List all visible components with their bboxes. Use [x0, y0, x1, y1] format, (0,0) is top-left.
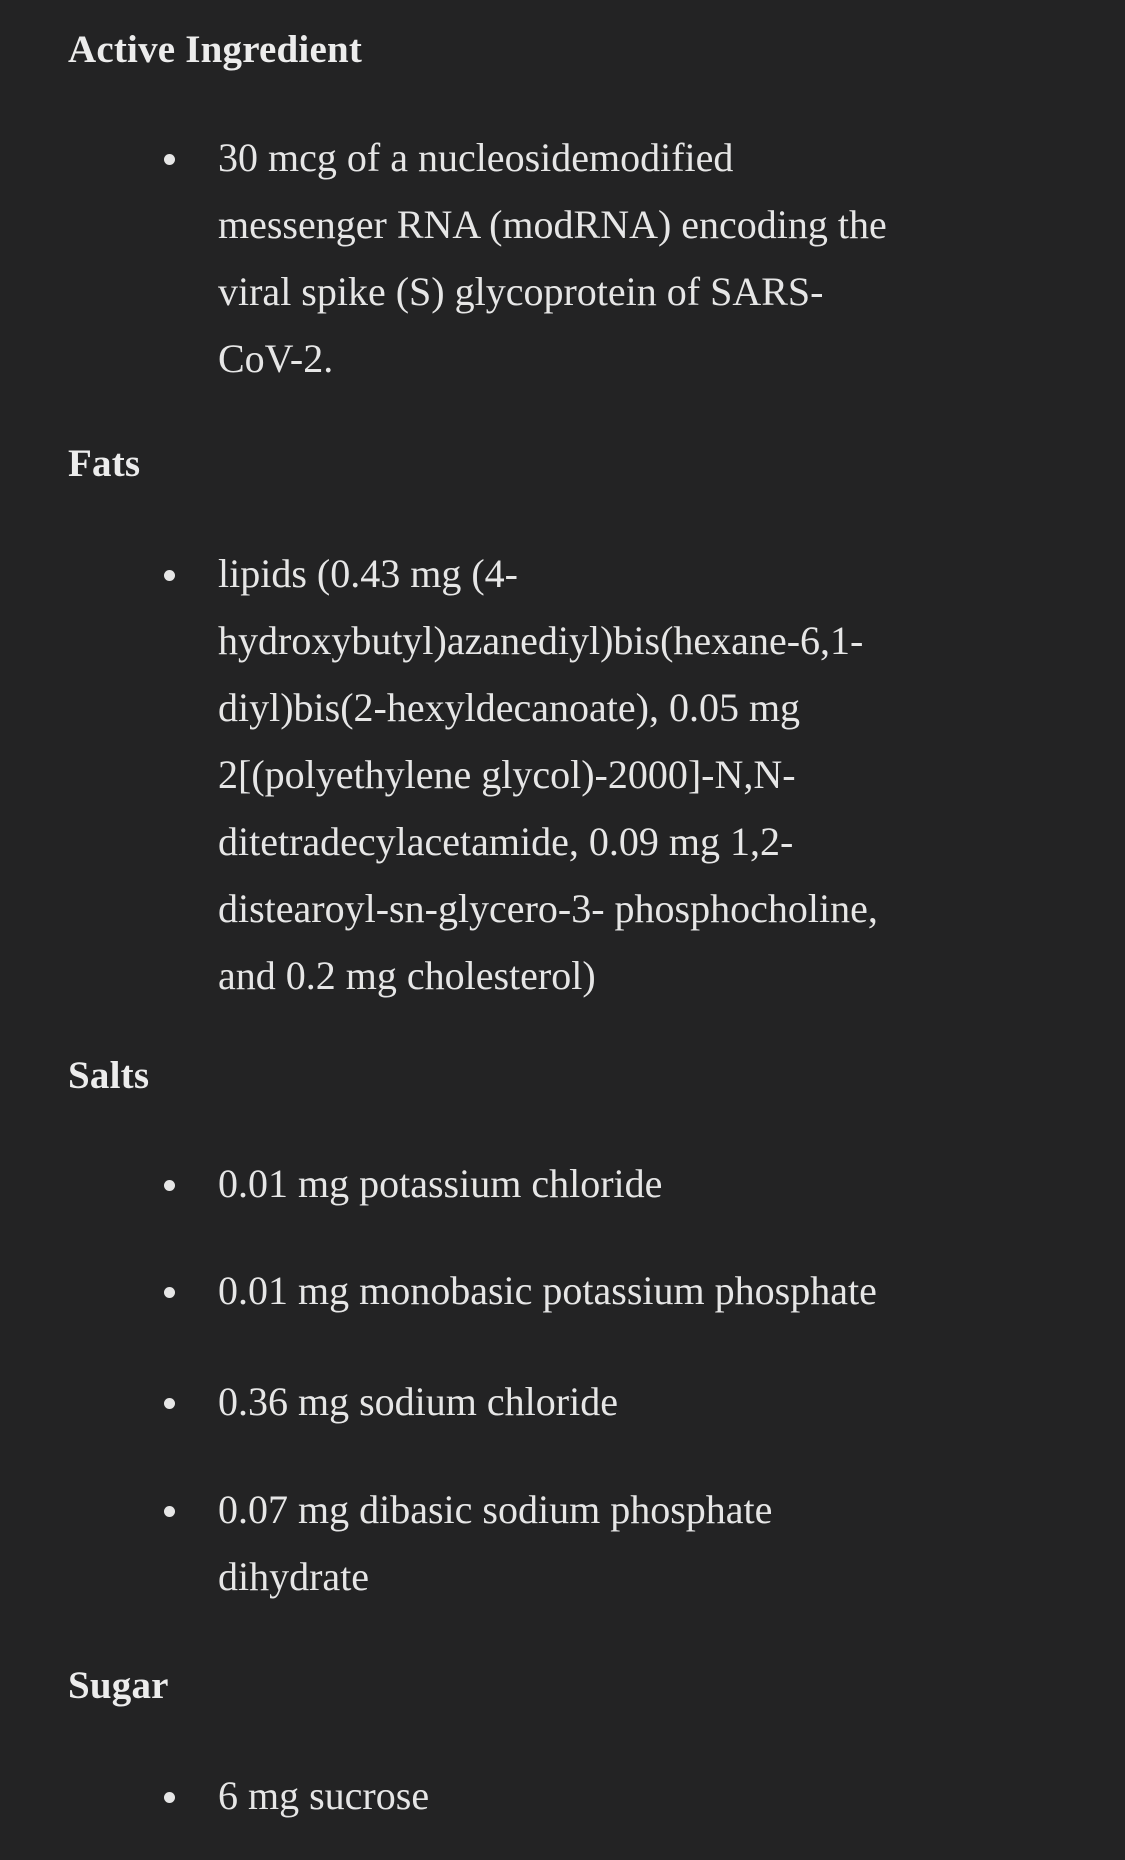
list-item-text: 6 mg sucrose [218, 1773, 430, 1818]
list-item-text: 30 mcg of a nucleosidemodified messenger RNA (modRNA) encoding the viral spike (S) glycoprotein of SARS- CoV-2. [218, 135, 887, 381]
section-heading-fats: Fats [68, 442, 141, 485]
list-item [164, 540, 1044, 1009]
list-item [164, 1762, 1044, 1829]
bullet-icon [164, 570, 175, 581]
bullet-icon [164, 1398, 175, 1409]
bullet-icon [164, 1506, 175, 1517]
list-item-text: 0.01 mg monobasic potassium phosphate [218, 1268, 877, 1313]
list-item-text: 0.07 mg dibasic sodium phosphate dihydrate [218, 1487, 773, 1599]
list-item [164, 1476, 1044, 1610]
list-item-text: lipids (0.43 mg (4- hydroxybutyl)azanediyl)bis(hexane-6,1- diyl)bis(2-hexyldecanoate), 0.05 mg 2[(polyethylene glycol)-2000]-N,N- ditetradecylacetamide, 0.09 mg 1,2- distearoyl-sn-glycero-3- phosphocholine, and 0.2 mg cholesterol) [218, 551, 878, 998]
bullet-icon [164, 1287, 175, 1298]
bullet-icon [164, 154, 175, 165]
section-heading-active-ingredient: Active Ingredient [68, 28, 363, 71]
section-heading-salts: Salts [68, 1054, 150, 1097]
list-item [164, 1257, 1044, 1324]
list-item [164, 124, 1044, 392]
list-item [164, 1368, 1044, 1435]
list-item-text: 0.01 mg potassium chloride [218, 1161, 663, 1206]
section-heading-sugar: Sugar [68, 1664, 169, 1707]
list-item-text: 0.36 mg sodium chloride [218, 1379, 618, 1424]
list-item [164, 1150, 1044, 1217]
bullet-icon [164, 1180, 175, 1191]
bullet-icon [164, 1792, 175, 1803]
